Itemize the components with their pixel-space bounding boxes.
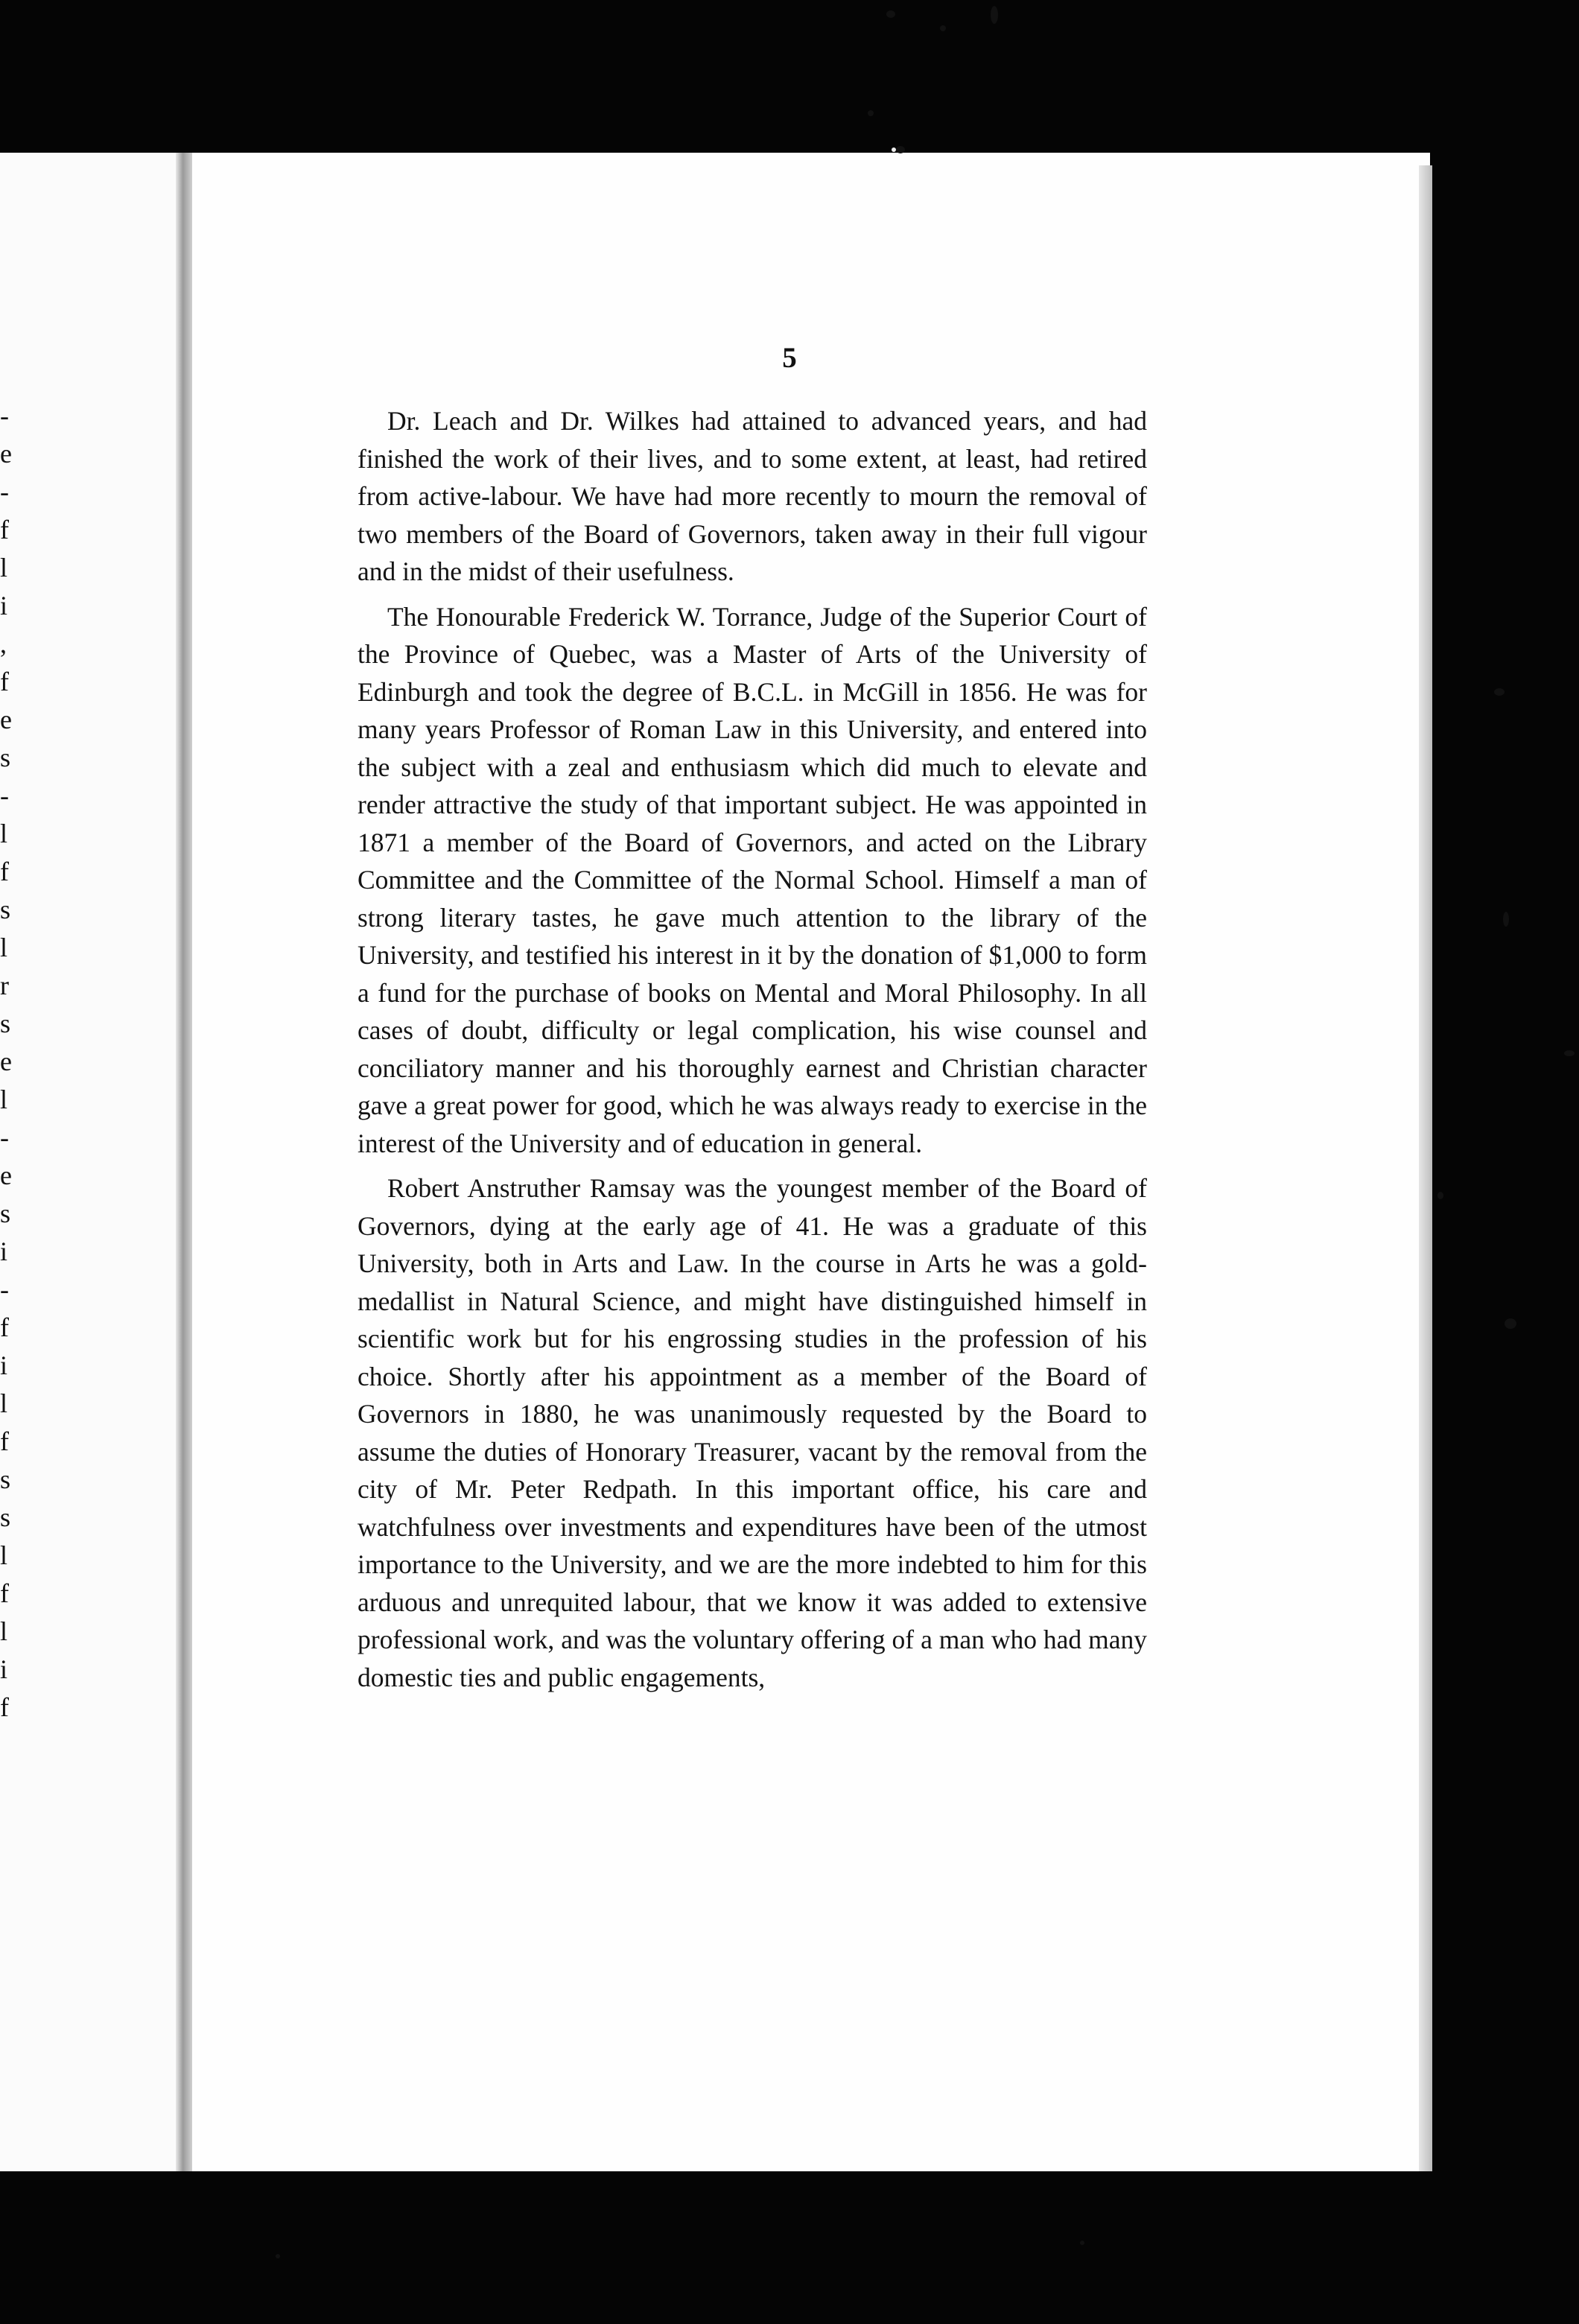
margin-fragment: f: [0, 667, 9, 696]
margin-fragment: e: [0, 1161, 12, 1190]
margin-fragment: e: [0, 705, 12, 734]
scan-speck: [868, 110, 874, 116]
margin-fragment: s: [0, 1198, 11, 1228]
margin-fragment: f: [0, 1426, 9, 1456]
margin-fragment: s: [0, 743, 11, 772]
margin-fragment: -: [0, 1274, 9, 1304]
margin-fragment: l: [0, 1616, 8, 1646]
margin-fragment: f: [0, 1578, 9, 1608]
scan-speck: [1564, 1050, 1575, 1056]
scan-speck: [886, 10, 895, 18]
margin-fragment: i: [0, 591, 8, 620]
margin-fragment: s: [0, 895, 11, 924]
margin-fragment: r: [0, 971, 9, 1000]
margin-fragment: s: [0, 1464, 11, 1494]
margin-fragment: s: [0, 1009, 11, 1038]
margin-fragment: f: [0, 1312, 9, 1342]
margin-fragment: l: [0, 819, 8, 848]
margin-fragment: ,: [0, 629, 7, 658]
margin-fragment: l: [0, 1388, 8, 1418]
margin-fragment: l: [0, 553, 8, 582]
margin-fragment: -: [0, 477, 9, 507]
scan-speck: [991, 6, 998, 24]
margin-fragment: -: [0, 781, 9, 810]
paragraph-3: Robert Anstruther Ramsay was the youngest member of the Board of Governors, dying at the early age of 41. He was a graduate of this University, both in Arts and Law. In the course in Arts he was a gold-medallist in Natural Science, and might have distinguished himself in scientific work but for his engrossing studies in the profession of his choice. Shortly after his appointment as a member of the Board of Governors in 1880, he was unanimously requested by the Board to assume the duties of Honorary Treasurer, vacant by the removal from the city of Mr. Peter Redpath. In this important office, his care and watchfulness over investments and expenditures have been of the utmost importance to the University, and we are the more indebted to him for this arduous and unrequited labour, that we know it was added to extensive professional work, and was the voluntary offering of a man who had many domestic ties and public engagements,: [358, 1173, 1147, 1692]
scan-speck: [896, 146, 905, 153]
scan-speck: [1494, 688, 1505, 696]
page-body-text: [358, 402, 1147, 1704]
previous-page-text-fragments: [0, 402, 30, 1892]
margin-fragment: f: [0, 515, 9, 545]
paragraph-2: The Honourable Frederick W. Torrance, Judge of the Superior Court of the Province of Quebec, was a Master of Arts of the University of Edinburgh and took the degree of B.C.L. in McGill in 1856. He was for many years Professor of Roman Law in this University, and entered into the subject with a zeal and enthusiasm which did much to elevate and render attractive the study of that important subject. He was appointed in 1871 a member of the Board of Governors, and acted on the Library Committee and the Committee of the Normal School. Himself a man of strong literary tastes, he gave much attention to the library of the University, and testified his interest in it by the donation of $1,000 to form a fund for the purchase of books on Mental and Moral Philosophy. In all cases of doubt, difficulty or legal complication, his wise counsel and conciliatory manner and his thoroughly earnest and Christian character gave a great power for good, which he was always ready to exercise in the interest of the University and of education in general.: [358, 601, 1147, 1158]
scan-speck: [892, 147, 896, 152]
paragraph-1: Dr. Leach and Dr. Wilkes had attained to advanced years, and had finished the work of their lives, and to some extent, at least, had retired from active-labour. We have had more recently to mourn the removal of two members of the Board of Governors, taken away in their full vigour and in the midst of their usefulness.: [358, 406, 1147, 586]
margin-fragment: l: [0, 1540, 8, 1570]
scan-speck: [1080, 2241, 1084, 2245]
page-right-edge: [1419, 165, 1432, 2171]
margin-fragment: l: [0, 933, 8, 962]
scan-speck: [276, 2254, 280, 2258]
scan-speck: [1437, 1192, 1443, 1199]
margin-fragment: s: [0, 1502, 11, 1532]
margin-fragment: -: [0, 1123, 9, 1152]
margin-fragment: f: [0, 857, 9, 886]
scan-speck: [940, 25, 946, 31]
margin-fragment: i: [0, 1350, 8, 1380]
margin-fragment: f: [0, 1692, 9, 1722]
margin-fragment: i: [0, 1654, 8, 1684]
margin-fragment: e: [0, 1047, 12, 1076]
page-number: 5: [782, 342, 797, 374]
scan-speck: [1505, 1318, 1516, 1329]
margin-fragment: i: [0, 1236, 8, 1266]
scan-speck: [1503, 912, 1509, 927]
margin-fragment: e: [0, 439, 12, 469]
margin-fragment: l: [0, 1085, 8, 1114]
margin-fragment: -: [0, 401, 9, 431]
book-gutter: [176, 153, 194, 2171]
